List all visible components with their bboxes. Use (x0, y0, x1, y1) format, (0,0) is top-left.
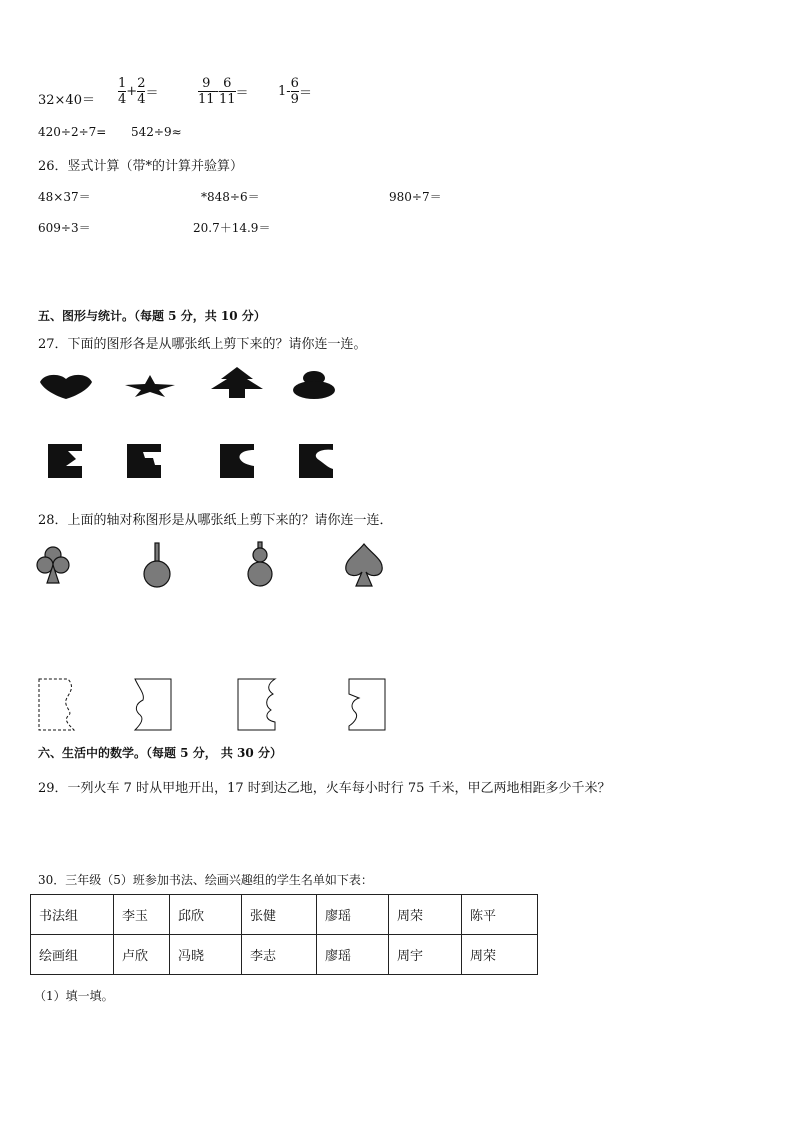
folded-paper-1 (38, 678, 78, 732)
fraction-expr-2: $\frac{9}{11}$ - $\frac{6}{11}$ ＝ (198, 76, 249, 107)
snowman-icon (292, 371, 336, 399)
fraction-6-9: $\frac{6}{9}$ (290, 76, 299, 107)
spade-icon (342, 542, 386, 588)
table-cell: 廖瑶 (317, 895, 389, 935)
table-cell: 卢欣 (114, 935, 170, 975)
q26-item-3: 980÷7＝ (389, 190, 442, 204)
fraction-1-4: $\frac{1}{4}$ (118, 76, 127, 107)
fraction-expr-3: 1- $\frac{6}{9}$ ＝ (278, 76, 312, 107)
table-cell: 绘画组 (31, 935, 114, 975)
q26-item-4: 609÷3＝ (38, 221, 91, 235)
table-row (31, 935, 538, 975)
q26-item-1: 48×37＝ (38, 190, 91, 204)
q27-title: 27．下面的图形各是从哪张纸上剪下来的？请你连一连。 (38, 337, 367, 352)
table-cell: 周荣 (462, 935, 538, 975)
table-cell: 周荣 (389, 895, 462, 935)
table-cell: 冯晓 (170, 935, 242, 975)
calc-420: 420÷2÷7= (38, 125, 107, 139)
table-cell: 陈平 (462, 895, 538, 935)
paper-cut-4 (297, 443, 335, 479)
gourd-icon (244, 541, 276, 589)
calc-32x40: 32×40＝ (38, 93, 95, 108)
paper-cut-3 (218, 443, 256, 479)
table-cell: 李志 (242, 935, 317, 975)
q28-title: 28．上面的轴对称图形是从哪张纸上剪下来的？请你连一连． (38, 513, 393, 528)
paper-cut-1 (46, 443, 84, 479)
table-cell: 周宇 (389, 935, 462, 975)
interest-group-table (30, 894, 538, 975)
folded-paper-4 (345, 678, 387, 732)
paper-cut-2 (125, 443, 163, 479)
table-cell: 廖瑶 (317, 935, 389, 975)
star-icon (124, 374, 176, 398)
q26-item-2: *848÷6＝ (201, 190, 260, 204)
table-cell: 邱欣 (170, 895, 242, 935)
arrow-up-icon (209, 367, 265, 399)
table-cell: 张健 (242, 895, 317, 935)
section-5-heading: 五、图形与统计。（每题 5 分，共 10 分） (38, 309, 266, 323)
heart-icon (38, 374, 94, 400)
table-cell: 李玉 (114, 895, 170, 935)
folded-paper-2 (131, 678, 173, 732)
fraction-6-11: $\frac{6}{11}$ (218, 76, 236, 107)
q29-text: 29．一列火车 7 时从甲地开出，17 时到达乙地，火车每小时行 75 千米，甲乙两地相距多少千米？ (38, 781, 611, 796)
fraction-9-11: $\frac{9}{11}$ (198, 76, 215, 107)
q26-title: 26．竖式计算（带*的计算并验算） (38, 159, 244, 174)
calc-542: 542÷9≈ (131, 125, 182, 139)
q30-title: 30．三年级（5）班参加书法、绘画兴趣组的学生名单如下表： (38, 873, 373, 887)
section-6-heading: 六、生活中的数学。（每题 5 分， 共 30 分） (38, 746, 282, 760)
lollipop-icon (140, 541, 174, 589)
fraction-expr-1: $\frac{1}{4}$ + $\frac{2}{4}$ ＝ (118, 76, 159, 107)
club-icon (37, 545, 69, 585)
table-row (31, 895, 538, 935)
folded-paper-3 (237, 678, 279, 732)
q26-item-5: 20.7＋14.9＝ (193, 221, 271, 235)
table-cell: 书法组 (31, 895, 114, 935)
q30-subquestion-1: （1）填一填。 (34, 989, 114, 1003)
fraction-2-4: $\frac{2}{4}$ (137, 76, 146, 107)
